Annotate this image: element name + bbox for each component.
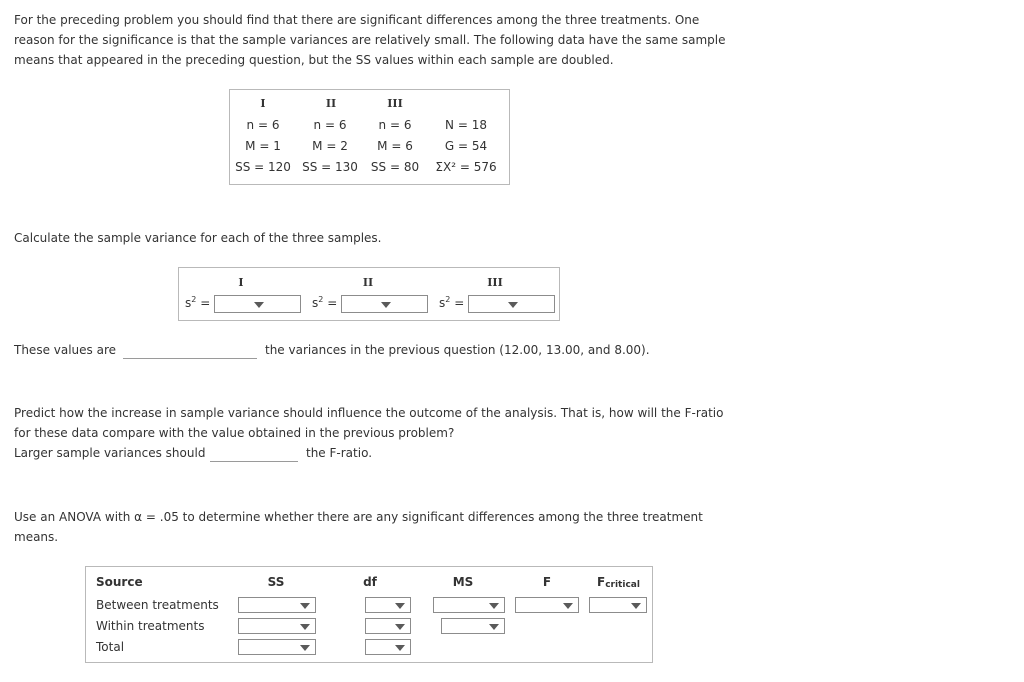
chevron-down-icon <box>489 603 499 609</box>
variance-prompt: Calculate the sample variance for each of the three samples. <box>14 231 382 245</box>
chevron-down-icon <box>395 645 405 651</box>
ss-total-dropdown[interactable] <box>238 639 316 655</box>
these-values-prefix: These values are <box>14 343 117 357</box>
header-treatment-1: I <box>260 97 266 110</box>
chevron-down-icon <box>489 624 499 630</box>
chevron-down-icon <box>300 645 310 651</box>
chevron-down-icon <box>395 624 405 630</box>
predict-paragraph <box>14 403 723 443</box>
predict-line-1: Predict how the increase in sample variance should influence the outcome of the analysis. That is, how will the F-ratio <box>14 406 724 420</box>
variance-header-3: III <box>487 276 503 289</box>
f-critical-dropdown[interactable] <box>589 597 647 613</box>
anova-header-f: F <box>542 575 552 589</box>
cell-n-2: n = 6 <box>313 118 347 132</box>
cell-m-3: M = 6 <box>377 139 413 153</box>
anova-row-total-label: Total <box>96 640 125 654</box>
variance-header-2: II <box>362 276 374 289</box>
cell-ss-3: SS = 80 <box>370 160 420 174</box>
chevron-down-icon <box>381 302 391 308</box>
s2-label-1: $s^2$ = <box>185 295 211 310</box>
ms-within-dropdown[interactable] <box>441 618 505 634</box>
ss-within-dropdown[interactable] <box>238 618 316 634</box>
cell-n-3: n = 6 <box>378 118 412 132</box>
ss-between-dropdown[interactable] <box>238 597 316 613</box>
cell-n-1: n = 6 <box>246 118 280 132</box>
anova-header-fcritical: Fcritical <box>597 575 640 590</box>
cell-sumx2-total: ΣX² = 576 <box>435 160 497 174</box>
intro-line-2: reason for the significance is that the sample variances are relatively small. The following data have the same sample <box>14 33 726 47</box>
header-treatment-2: II <box>325 97 337 110</box>
df-total-dropdown[interactable] <box>365 639 411 655</box>
chevron-down-icon <box>300 624 310 630</box>
cell-N-total: N = 18 <box>445 118 487 132</box>
cell-m-2: M = 2 <box>312 139 348 153</box>
anova-header-source: Source <box>96 575 143 589</box>
cell-ss-2: SS = 130 <box>302 160 358 174</box>
variance-3-dropdown[interactable] <box>468 295 555 313</box>
predict-line-3-prefix: Larger sample variances should <box>14 446 206 460</box>
anova-header-df: df <box>363 575 377 589</box>
sample-data-table <box>229 89 510 185</box>
chevron-down-icon <box>395 603 405 609</box>
predict-line-2: for these data compare with the value obtained in the previous problem? <box>14 426 455 440</box>
f-ratio-dropdown[interactable] <box>515 597 579 613</box>
these-values-blank[interactable] <box>123 357 257 359</box>
predict-blank[interactable] <box>210 460 298 462</box>
intro-line-3: means that appeared in the preceding question, but the SS values within each sample are doubled. <box>14 53 614 67</box>
ms-between-dropdown[interactable] <box>433 597 505 613</box>
variance-2-dropdown[interactable] <box>341 295 428 313</box>
intro-line-1: For the preceding problem you should find that there are significant differences among the three treatments. One <box>14 13 700 27</box>
header-treatment-3: III <box>387 97 403 110</box>
cell-ss-1: SS = 120 <box>235 160 291 174</box>
anova-header-ss: SS <box>267 575 285 589</box>
anova-prompt <box>14 507 703 547</box>
anova-table <box>85 566 653 663</box>
chevron-down-icon <box>563 603 573 609</box>
anova-row-within-label: Within treatments <box>96 619 205 633</box>
variance-1-dropdown[interactable] <box>214 295 301 313</box>
anova-prompt-line-1: Use an ANOVA with α = .05 to determine whether there are any significant differences among the three treatment <box>14 510 703 524</box>
anova-prompt-line-2: means. <box>14 530 59 544</box>
s2-label-2: $s^2$ = <box>312 295 338 310</box>
variance-answer-box <box>178 267 560 321</box>
s2-label-3: $s^2$ = <box>439 295 465 310</box>
chevron-down-icon <box>254 302 264 308</box>
cell-m-1: M = 1 <box>245 139 281 153</box>
cell-G-total: G = 54 <box>444 139 488 153</box>
df-between-dropdown[interactable] <box>365 597 411 613</box>
chevron-down-icon <box>508 302 518 308</box>
chevron-down-icon <box>631 603 641 609</box>
intro-paragraph <box>14 10 726 70</box>
these-values-suffix: the variances in the previous question (12.00, 13.00, and 8.00). <box>265 343 650 357</box>
anova-header-ms: MS <box>452 575 474 589</box>
predict-line-3-suffix: the F-ratio. <box>306 446 373 460</box>
df-within-dropdown[interactable] <box>365 618 411 634</box>
chevron-down-icon <box>300 603 310 609</box>
variance-header-1: I <box>238 276 244 289</box>
anova-row-between-label: Between treatments <box>96 598 219 612</box>
